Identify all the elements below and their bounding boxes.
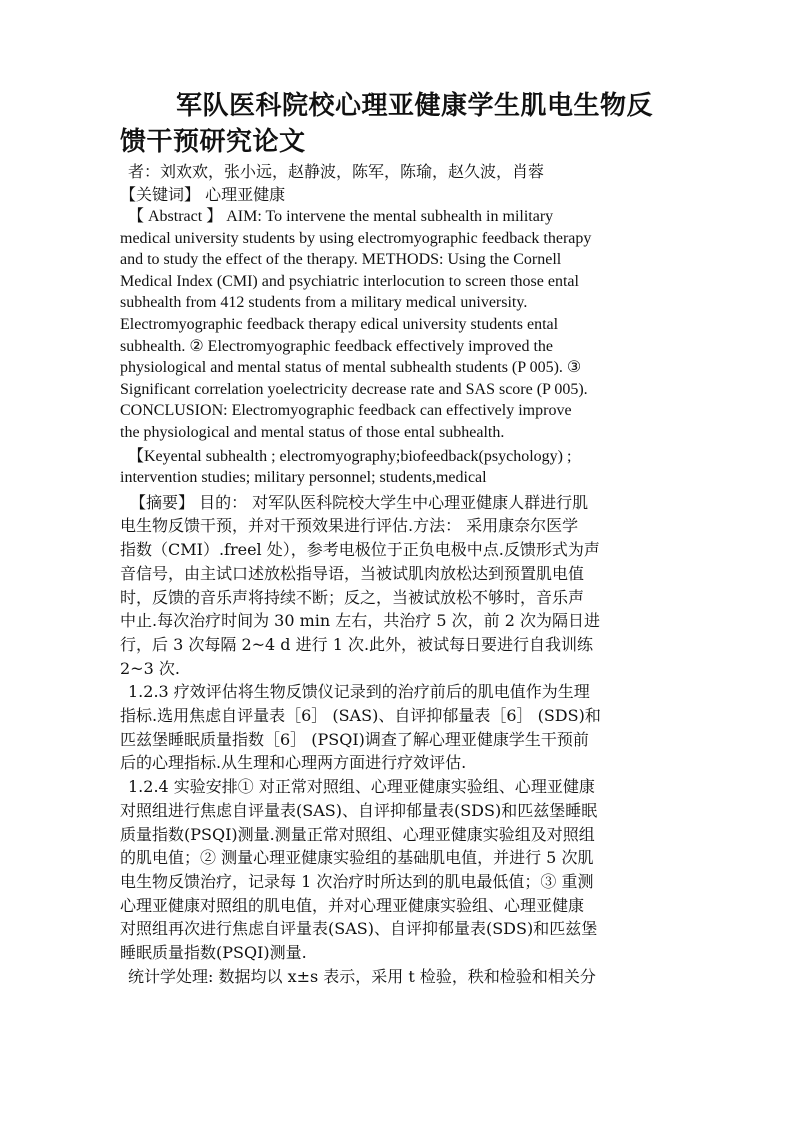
keywords-cn-line: 【关键词】 心理亚健康	[120, 185, 286, 204]
section-124-line: 心理亚健康对照组的肌电值，并对心理亚健康实验组、心理亚健康	[120, 895, 585, 915]
section-124-line: 1.2.4 实验安排① 对正常对照组、心理亚健康实验组、心理亚健康	[128, 777, 595, 797]
abstract-cn-line: 时，反馈的音乐声将持续不断；反之，当被试放松不够时，音乐声	[120, 587, 585, 607]
stats-line: 统计学处理: 数据均以 x±s 表示，采用 t 检验，秩和检验和相关分	[128, 966, 596, 986]
document-page	[120, 88, 674, 988]
section-124-line: 的肌电值；② 测量心理亚健康实验组的基础肌电值，并进行 5 次肌	[120, 848, 594, 868]
abstract-en-line: subhealth. ② Electromyographic feedback effectively improved the	[120, 337, 553, 355]
title-line: 军队医科院校心理亚健康学生肌电生物反	[176, 91, 654, 121]
section-123-line: 匹兹堡睡眠质量指数［6］ (PSQI)调查了解心理亚健康学生干预前	[120, 729, 589, 749]
abstract-en-line: physiological and mental status of mental subhealth students (P 005). ③	[120, 359, 582, 377]
abstract-en-line: the physiological and mental status of those ental subhealth.	[120, 423, 505, 441]
section-1-2-4	[120, 775, 674, 965]
abstract-cn-line: 音信号，由主试口述放松指导语，当被试肌肉放松达到预置肌电值	[120, 563, 585, 583]
keywords-en-line: 【Keyental subhealth ; electromyography;biofeedback(psychology) ;	[128, 447, 572, 465]
abstract-en-line: 【 Abstract 】 AIM: To intervene the mental subhealth in military	[128, 208, 554, 225]
title-line: 馈干预研究论文	[120, 127, 306, 157]
authors-line: 者：刘欢欢，张小远，赵静波，陈军，陈瑜，赵久波，肖蓉	[128, 162, 545, 181]
document-title	[120, 88, 674, 160]
section-124-line: 睡眠质量指数(PSQI)测量.	[120, 943, 307, 963]
keywords-en	[120, 446, 674, 489]
section-123-line: 指标.选用焦虑自评量表［6］ (SAS)、自评抑郁量表［6］ (SDS)和	[120, 706, 601, 726]
abstract-cn-line: 2~3 次.	[120, 658, 180, 678]
abstract-cn-line: 行，后 3 次每隔 2~4 d 进行 1 次.此外，被试每日要进行自我训练	[120, 634, 594, 654]
section-124-line: 对照组再次进行焦虑自评量表(SAS)、自评抑郁量表(SDS)和匹兹堡	[120, 919, 598, 939]
abstract-en-line: medical university students by using electromyographic feedback therapy	[120, 229, 592, 247]
abstract-cn-line: 中止.每次治疗时间为 30 min 左右，共治疗 5 次，前 2 次为隔日进	[120, 611, 601, 631]
abstract-cn-line: 电生物反馈干预，并对干预效果进行评估.方法： 采用康奈尔医学	[120, 516, 579, 536]
abstract-en-line: Medical Index (CMI) and psychiatric interlocution to screen those ental	[120, 272, 579, 290]
section-124-line: 电生物反馈治疗，记录每 1 次治疗时所达到的肌电最低值；③ 重测	[120, 871, 594, 891]
abstract-en-line: Significant correlation yoelectricity decrease rate and SAS score (P 005).	[120, 380, 588, 398]
section-1-2-3	[120, 680, 674, 775]
abstract-cn-line: 指数（CMI）.freel 处），参考电极位于正负电极中点.反馈形式为声	[120, 540, 600, 560]
abstract-cn-line: 【摘要】 目的： 对军队医科院校大学生中心理亚健康人群进行肌	[130, 492, 589, 512]
abstract-en-line: Electromyographic feedback therapy edical university students ental	[120, 315, 559, 333]
keywords-en-line: intervention studies; military personnel; students,medical	[120, 469, 487, 487]
section-123-line: 后的心理指标.从生理和心理两方面进行疗效评估.	[120, 753, 467, 773]
abstract-en-line: and to study the effect of the therapy. METHODS: Using the Cornell	[120, 251, 562, 269]
section-123-line: 1.2.3 疗效评估将生物反馈仪记录到的治疗前后的肌电值作为生理	[128, 682, 590, 702]
author-block	[120, 160, 674, 206]
abstract-en-line: CONCLUSION: Electromyographic feedback can effectively improve	[120, 402, 572, 420]
statistics-paragraph	[120, 965, 674, 989]
abstract-en-line: subhealth from 412 students from a military medical university.	[120, 294, 528, 312]
abstract-en	[120, 206, 674, 444]
abstract-cn	[120, 491, 674, 681]
section-124-line: 质量指数(PSQI)测量.测量正常对照组、心理亚健康实验组及对照组	[120, 824, 595, 844]
section-124-line: 对照组进行焦虑自评量表(SAS)、自评抑郁量表(SDS)和匹兹堡睡眠	[120, 800, 598, 820]
